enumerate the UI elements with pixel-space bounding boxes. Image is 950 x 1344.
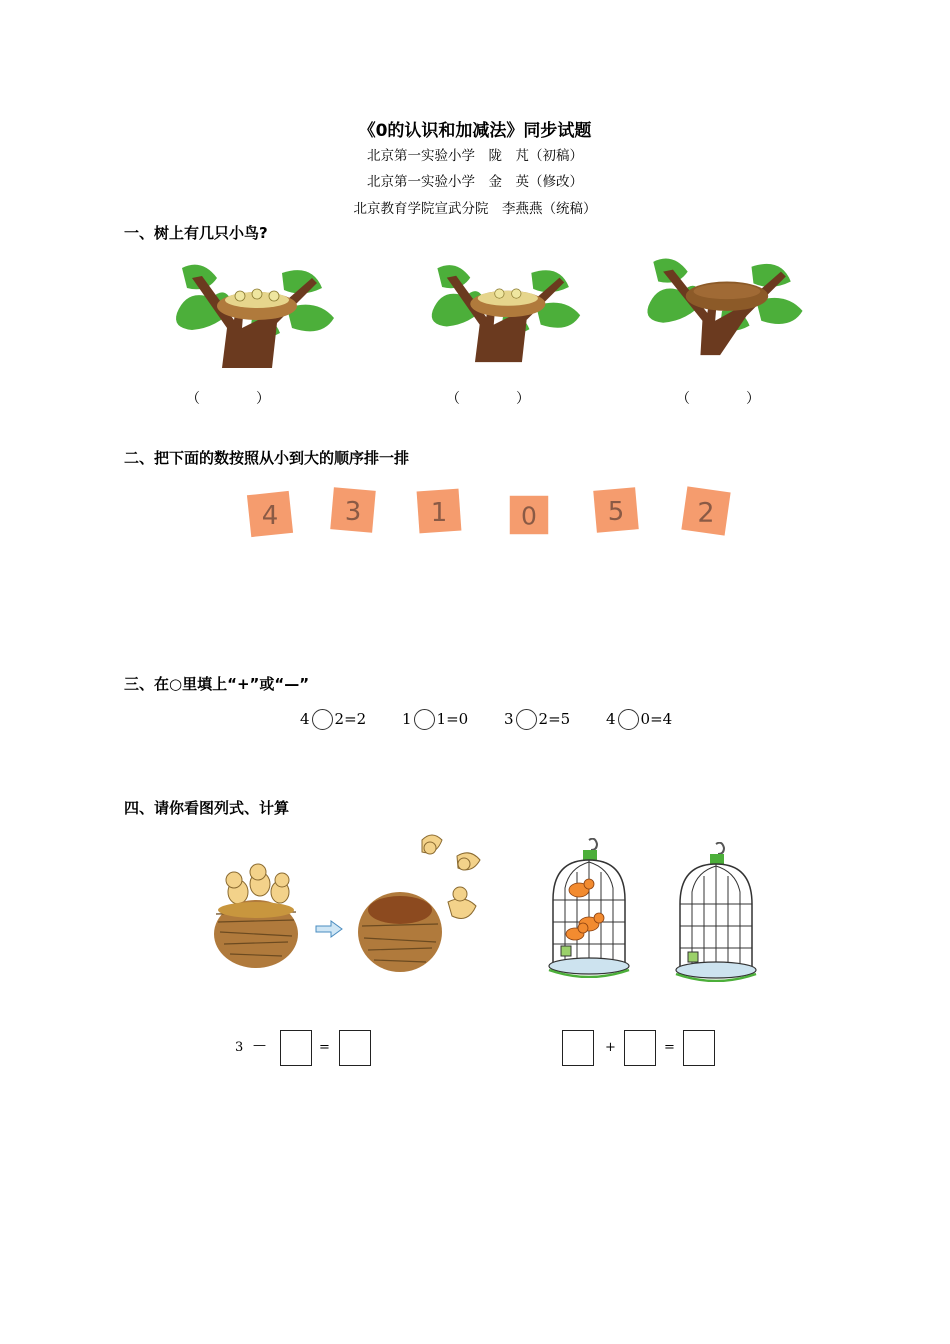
- equation-left: 1: [402, 710, 412, 728]
- number-card: [590, 484, 642, 536]
- equation-left: 4: [606, 710, 616, 728]
- author-line-3: 北京教育学院宣武分院 李燕燕（统稿）: [353, 201, 597, 217]
- number-card: [327, 484, 379, 536]
- page-title: 《0的认识和加减法》同步试题: [358, 121, 592, 141]
- q4-equals-sign-2: =: [664, 1040, 675, 1055]
- equation-2: [402, 706, 468, 732]
- number-card: [679, 484, 733, 538]
- number-card-label: 2: [697, 497, 715, 529]
- answer-box[interactable]: [339, 1030, 371, 1066]
- number-card: [504, 490, 554, 540]
- number-card-label: 0: [521, 501, 537, 531]
- operator-circle[interactable]: [312, 709, 333, 730]
- section-3-heading: 三、在○里填上“+”或“—”: [124, 675, 310, 693]
- q4-minus-sign: —: [253, 1038, 266, 1053]
- equation-left: 4: [300, 710, 310, 728]
- q4-left-start-number: 3: [235, 1040, 244, 1055]
- answer-box[interactable]: [683, 1030, 715, 1066]
- number-card: [413, 485, 465, 537]
- number-card-label: 4: [261, 501, 279, 531]
- number-card-label: 1: [430, 498, 448, 528]
- tree-nest-3-birds-image: [172, 258, 337, 368]
- author-line-2: 北京第一实验小学 金 英（修改）: [367, 174, 583, 190]
- operator-circle[interactable]: [516, 709, 537, 730]
- tree-nest-2-birds-image: [428, 258, 583, 363]
- equation-4: [606, 706, 672, 732]
- empty-birdcage-image: [672, 842, 760, 982]
- equation-3: [504, 706, 570, 732]
- empty-nest-birds-flying-image: [352, 826, 487, 976]
- tree-nest-empty-image: [642, 252, 807, 360]
- section-4-heading: 四、请你看图列式、计算: [124, 799, 290, 817]
- operator-circle[interactable]: [414, 709, 435, 730]
- equation-right: 1=0: [436, 710, 469, 728]
- equation-right: 0=4: [640, 710, 673, 728]
- equation-1: [300, 706, 366, 732]
- answer-box[interactable]: [280, 1030, 312, 1066]
- answer-parens-2[interactable]: （ ）: [446, 391, 530, 407]
- nest-with-birds-image: [210, 862, 302, 972]
- operator-circle[interactable]: [618, 709, 639, 730]
- answer-box[interactable]: [624, 1030, 656, 1066]
- author-line-1: 北京第一实验小学 陇 芃（初稿）: [367, 148, 583, 164]
- section-1-heading: 一、树上有几只小鸟?: [124, 224, 268, 242]
- equation-right: 2=2: [334, 710, 367, 728]
- q4-equals-sign: =: [319, 1040, 330, 1055]
- equation-right: 2=5: [538, 710, 571, 728]
- number-card-label: 3: [344, 497, 362, 527]
- arrow-right-icon: [315, 920, 343, 938]
- answer-parens-1[interactable]: （ ）: [186, 391, 270, 407]
- equation-left: 3: [504, 710, 514, 728]
- number-card-label: 5: [607, 497, 625, 527]
- number-card: [244, 488, 296, 540]
- section-2-heading: 二、把下面的数按照从小到大的顺序排一排: [124, 449, 410, 467]
- answer-box[interactable]: [562, 1030, 594, 1066]
- answer-parens-3[interactable]: （ ）: [676, 391, 760, 407]
- q4-plus-sign: +: [605, 1040, 616, 1055]
- birdcage-with-birds-image: [545, 838, 633, 978]
